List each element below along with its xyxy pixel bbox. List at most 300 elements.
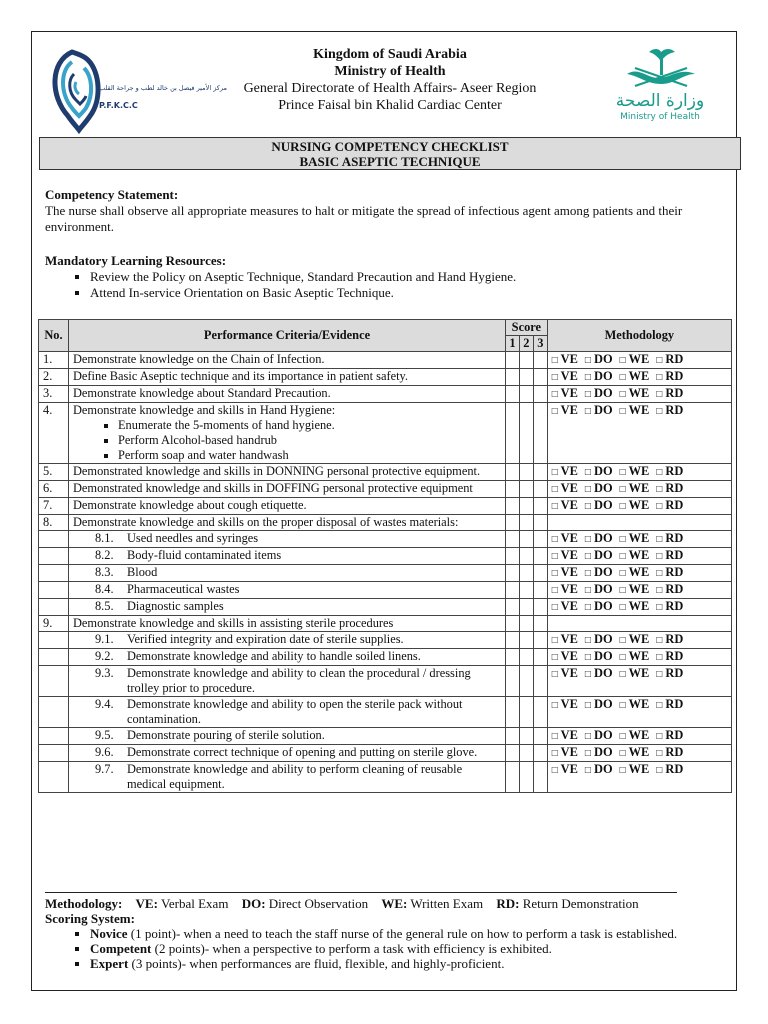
method-label: WE [628, 728, 650, 742]
score-cell-3[interactable] [533, 481, 547, 498]
method-option-ve[interactable] [552, 666, 578, 680]
checkbox-icon[interactable]: □ [584, 372, 591, 383]
method-label: DO [594, 599, 613, 613]
checkbox-icon[interactable]: □ [551, 484, 558, 495]
score-cell-2[interactable] [519, 649, 533, 666]
checkbox-icon[interactable]: □ [551, 748, 558, 759]
checkbox-icon[interactable]: □ [551, 602, 558, 613]
checkbox-icon[interactable]: □ [619, 652, 626, 663]
row-number: 2. [39, 369, 69, 386]
method-option-rd[interactable] [656, 728, 683, 742]
checkbox-icon[interactable]: □ [584, 484, 591, 495]
checkbox-icon[interactable]: □ [584, 355, 591, 366]
score-cell-1[interactable] [505, 762, 519, 793]
row-number-empty [39, 762, 69, 793]
checkbox-icon[interactable]: □ [619, 585, 626, 596]
ve-abbr: VE: [135, 896, 158, 911]
table-row [39, 632, 732, 649]
score-cell-3[interactable] [533, 762, 547, 793]
method-option-ve[interactable] [552, 369, 578, 383]
checkbox-icon[interactable]: □ [551, 652, 558, 663]
checkbox-icon[interactable]: □ [656, 731, 663, 742]
score-cell-3[interactable] [533, 649, 547, 666]
checkbox-icon[interactable]: □ [551, 765, 558, 776]
method-label: RD [665, 745, 684, 759]
method-option-ve[interactable] [552, 498, 578, 512]
sub-text: Demonstrate knowledge and ability to perform cleaning of reusable medical equipment. [126, 762, 463, 791]
checkbox-icon[interactable]: □ [619, 551, 626, 562]
method-option-ve[interactable] [552, 352, 578, 366]
method-option-rd[interactable] [656, 599, 683, 613]
score-cell-2[interactable] [519, 498, 533, 515]
method-option-rd[interactable] [656, 632, 683, 646]
method-option-ve[interactable] [552, 548, 578, 562]
checkbox-icon[interactable]: □ [619, 748, 626, 759]
checkbox-icon[interactable]: □ [584, 406, 591, 417]
checkbox-icon[interactable]: □ [619, 669, 626, 680]
score-cell-2[interactable] [519, 599, 533, 616]
table-row [39, 728, 732, 745]
method-option-rd[interactable] [656, 548, 683, 562]
table-row [39, 352, 732, 369]
method-option-do[interactable] [585, 632, 613, 646]
method-option-we[interactable] [620, 666, 650, 680]
checkbox-icon[interactable]: □ [584, 731, 591, 742]
method-label: VE [560, 369, 578, 383]
table-row [39, 565, 732, 582]
methodology-options [547, 531, 731, 548]
sub-text: Demonstrate correct technique of opening and putting on sterile glove. [126, 745, 478, 759]
checkbox-icon[interactable]: □ [584, 602, 591, 613]
score-cell-1[interactable] [505, 403, 519, 464]
method-option-rd[interactable] [656, 697, 683, 711]
checkbox-icon[interactable]: □ [656, 700, 663, 711]
method-label: VE [560, 548, 578, 562]
method-label: WE [628, 599, 650, 613]
method-option-we[interactable] [620, 582, 650, 596]
method-option-do[interactable] [585, 386, 613, 400]
checkbox-icon[interactable]: □ [656, 765, 663, 776]
table-row [39, 403, 732, 464]
checkbox-icon[interactable]: □ [551, 585, 558, 596]
checkbox-icon[interactable]: □ [584, 467, 591, 478]
methodology-options [547, 464, 731, 481]
row-criteria [68, 565, 505, 582]
score-cell-1[interactable] [505, 481, 519, 498]
checkbox-icon[interactable]: □ [656, 669, 663, 680]
method-option-we[interactable] [620, 403, 650, 417]
method-option-rd[interactable] [656, 745, 683, 759]
checkbox-icon[interactable]: □ [656, 467, 663, 478]
score-cell-1[interactable] [505, 352, 519, 369]
score-cell-1[interactable] [505, 548, 519, 565]
sub-text: Verified integrity and expiration date of sterile supplies. [126, 632, 404, 646]
sub-number: 8.4. [94, 582, 114, 596]
row-number: 4. [39, 403, 69, 464]
sub-text: Blood [126, 565, 158, 579]
method-option-we[interactable] [620, 464, 650, 478]
checkbox-icon[interactable]: □ [619, 372, 626, 383]
method-option-ve[interactable] [552, 632, 578, 646]
method-option-rd[interactable] [656, 498, 683, 512]
score-cell-2[interactable] [519, 616, 533, 632]
method-label: RD [665, 352, 684, 366]
method-option-we[interactable] [620, 649, 650, 663]
sub-text: Demonstrate knowledge and ability to clean the procedural / dressing trolley prior to procedure. [126, 666, 471, 695]
list-item: ▪ Perform Alcohol-based handrub [118, 433, 501, 448]
score-cell-3[interactable] [533, 386, 547, 403]
method-option-we[interactable] [620, 481, 650, 495]
checkbox-icon[interactable]: □ [551, 700, 558, 711]
score-cell-3[interactable] [533, 616, 547, 632]
checkbox-icon[interactable]: □ [656, 602, 663, 613]
checkbox-icon[interactable]: □ [656, 355, 663, 366]
score-cell-1[interactable] [505, 616, 519, 632]
method-option-do[interactable] [585, 697, 613, 711]
method-label: WE [628, 369, 650, 383]
method-option-do[interactable] [585, 762, 613, 776]
method-option-rd[interactable] [656, 481, 683, 495]
methodology-options [547, 649, 731, 666]
method-option-we[interactable] [620, 745, 650, 759]
score-cell-2[interactable] [519, 582, 533, 599]
score-cell-2[interactable] [519, 565, 533, 582]
rd-text: Return Demonstration [522, 896, 639, 911]
checkbox-icon[interactable]: □ [551, 467, 558, 478]
score-cell-1[interactable] [505, 515, 519, 531]
checkbox-icon[interactable]: □ [584, 389, 591, 400]
method-option-rd[interactable] [656, 565, 683, 579]
checkbox-icon[interactable]: □ [619, 389, 626, 400]
method-option-rd[interactable] [656, 531, 683, 545]
method-option-ve[interactable] [552, 599, 578, 613]
score-cell-3[interactable] [533, 498, 547, 515]
score-cell-3[interactable] [533, 403, 547, 464]
score-cell-3[interactable] [533, 464, 547, 481]
method-option-we[interactable] [620, 498, 650, 512]
method-label: VE [560, 632, 578, 646]
method-option-we[interactable] [620, 632, 650, 646]
method-option-rd[interactable] [656, 666, 683, 680]
row-number-empty [39, 531, 69, 548]
method-option-ve[interactable] [552, 403, 578, 417]
checkbox-icon[interactable]: □ [656, 652, 663, 663]
method-option-rd[interactable] [656, 762, 683, 776]
method-option-we[interactable] [620, 762, 650, 776]
footer [45, 896, 735, 971]
method-label: DO [594, 762, 613, 776]
score-cell-3[interactable] [533, 352, 547, 369]
table-row [39, 762, 732, 793]
table-row [39, 599, 732, 616]
method-label: RD [665, 632, 684, 646]
method-option-ve[interactable] [552, 582, 578, 596]
checkbox-icon[interactable]: □ [656, 748, 663, 759]
score-cell-3[interactable] [533, 666, 547, 697]
method-option-ve[interactable] [552, 386, 578, 400]
checklist-table [38, 319, 732, 793]
checkbox-icon[interactable]: □ [551, 551, 558, 562]
method-option-we[interactable] [620, 369, 650, 383]
sub-number: 8.2. [94, 548, 114, 562]
method-label: DO [594, 632, 613, 646]
score-cell-1[interactable] [505, 369, 519, 386]
checkbox-icon[interactable]: □ [551, 534, 558, 545]
checkbox-icon[interactable]: □ [619, 635, 626, 646]
checkbox-icon[interactable]: □ [619, 602, 626, 613]
score-cell-2[interactable] [519, 697, 533, 728]
sub-number: 9.6. [94, 745, 114, 759]
score-cell-2[interactable] [519, 386, 533, 403]
scoring-item [90, 956, 735, 971]
method-option-do[interactable] [585, 498, 613, 512]
score-cell-2[interactable] [519, 745, 533, 762]
row-number-empty [39, 632, 69, 649]
score-cell-2[interactable] [519, 728, 533, 745]
row-number: 7. [39, 498, 69, 515]
header-line-directorate: General Directorate of Health Affairs- Aseer Region [243, 81, 537, 96]
methodology-options [547, 498, 731, 515]
checkbox-icon[interactable]: □ [551, 635, 558, 646]
method-option-do[interactable] [585, 666, 613, 680]
method-label: WE [628, 582, 650, 596]
method-option-ve[interactable] [552, 481, 578, 495]
method-option-ve[interactable] [552, 649, 578, 663]
method-label: RD [665, 666, 684, 680]
score-cell-2[interactable] [519, 464, 533, 481]
method-option-we[interactable] [620, 352, 650, 366]
table-row [39, 548, 732, 565]
table-row [39, 369, 732, 386]
method-label: RD [665, 565, 684, 579]
score-cell-3[interactable] [533, 548, 547, 565]
checkbox-icon[interactable]: □ [656, 635, 663, 646]
checkbox-icon[interactable]: □ [584, 568, 591, 579]
score-cell-1[interactable] [505, 565, 519, 582]
method-option-do[interactable] [585, 649, 613, 663]
method-option-do[interactable] [585, 599, 613, 613]
checkbox-icon[interactable]: □ [551, 372, 558, 383]
scoring-item [90, 926, 735, 941]
checkbox-icon[interactable]: □ [584, 635, 591, 646]
score-cell-1[interactable] [505, 697, 519, 728]
score-cell-2[interactable] [519, 762, 533, 793]
score-cell-3[interactable] [533, 565, 547, 582]
checkbox-icon[interactable]: □ [619, 534, 626, 545]
score-cell-3[interactable] [533, 745, 547, 762]
table-row [39, 649, 732, 666]
checkbox-icon[interactable]: □ [656, 484, 663, 495]
method-option-ve[interactable] [552, 531, 578, 545]
score-cell-2[interactable] [519, 515, 533, 531]
row-number: 8. [39, 515, 69, 531]
checkbox-icon[interactable]: □ [584, 585, 591, 596]
row-number: 9. [39, 616, 69, 632]
method-option-ve[interactable] [552, 464, 578, 478]
method-label: RD [665, 728, 684, 742]
hand-hygiene-list [73, 418, 501, 463]
checkbox-icon[interactable]: □ [619, 568, 626, 579]
checkbox-icon[interactable]: □ [656, 568, 663, 579]
score-cell-1[interactable] [505, 582, 519, 599]
checkbox-icon[interactable]: □ [584, 551, 591, 562]
method-option-we[interactable] [620, 728, 650, 742]
row-criteria [68, 548, 505, 565]
checkbox-icon[interactable]: □ [619, 501, 626, 512]
method-option-ve[interactable] [552, 565, 578, 579]
checkbox-icon[interactable]: □ [619, 765, 626, 776]
score-cell-1[interactable] [505, 632, 519, 649]
score-cell-1[interactable] [505, 728, 519, 745]
methodology-options [547, 582, 731, 599]
score-cell-3[interactable] [533, 531, 547, 548]
score-cell-2[interactable] [519, 548, 533, 565]
table-row [39, 697, 732, 728]
checkbox-icon[interactable]: □ [656, 551, 663, 562]
method-label: VE [560, 599, 578, 613]
score-cell-1[interactable] [505, 745, 519, 762]
header-score-3: 3 [533, 336, 547, 352]
method-option-ve[interactable] [552, 762, 578, 776]
moh-logo [605, 44, 715, 126]
method-option-rd[interactable] [656, 352, 683, 366]
score-cell-3[interactable] [533, 582, 547, 599]
methodology-options [547, 745, 731, 762]
method-option-we[interactable] [620, 565, 650, 579]
checkbox-icon[interactable]: □ [584, 765, 591, 776]
method-option-do[interactable] [585, 464, 613, 478]
header-block [200, 46, 580, 114]
row-number-empty [39, 745, 69, 762]
score-cell-2[interactable] [519, 403, 533, 464]
method-option-do[interactable] [585, 548, 613, 562]
checkbox-icon[interactable]: □ [619, 355, 626, 366]
method-label: VE [560, 403, 578, 417]
method-option-do[interactable] [585, 403, 613, 417]
method-option-rd[interactable] [656, 369, 683, 383]
method-label: VE [560, 565, 578, 579]
checkbox-icon[interactable]: □ [551, 501, 558, 512]
checkbox-icon[interactable]: □ [551, 389, 558, 400]
checkbox-icon[interactable]: □ [584, 534, 591, 545]
checkbox-icon[interactable]: □ [619, 406, 626, 417]
score-cell-1[interactable] [505, 531, 519, 548]
checkbox-icon[interactable]: □ [656, 585, 663, 596]
method-label: VE [560, 745, 578, 759]
method-option-do[interactable] [585, 565, 613, 579]
method-option-rd[interactable] [656, 649, 683, 663]
score-cell-2[interactable] [519, 481, 533, 498]
checkbox-icon[interactable]: □ [656, 389, 663, 400]
method-option-rd[interactable] [656, 386, 683, 400]
score-cell-2[interactable] [519, 531, 533, 548]
score-cell-2[interactable] [519, 632, 533, 649]
method-option-we[interactable] [620, 531, 650, 545]
score-cell-3[interactable] [533, 599, 547, 616]
level-desc: - when a need to teach the staff nurse of the general rule on how to perform a task is established. [175, 926, 678, 941]
table-row [39, 582, 732, 599]
method-label: DO [594, 481, 613, 495]
row-number-empty [39, 728, 69, 745]
checkbox-icon[interactable]: □ [584, 652, 591, 663]
row-number-empty [39, 599, 69, 616]
checkbox-icon[interactable]: □ [656, 406, 663, 417]
score-cell-3[interactable] [533, 697, 547, 728]
score-cell-1[interactable] [505, 599, 519, 616]
method-option-do[interactable] [585, 531, 613, 545]
score-cell-1[interactable] [505, 649, 519, 666]
checkbox-icon[interactable]: □ [619, 700, 626, 711]
checkbox-icon[interactable]: □ [551, 406, 558, 417]
method-option-do[interactable] [585, 728, 613, 742]
score-cell-2[interactable] [519, 352, 533, 369]
method-option-ve[interactable] [552, 745, 578, 759]
method-option-ve[interactable] [552, 728, 578, 742]
method-label: WE [628, 565, 650, 579]
method-option-rd[interactable] [656, 464, 683, 478]
score-cell-1[interactable] [505, 386, 519, 403]
method-option-do[interactable] [585, 481, 613, 495]
checkbox-icon[interactable]: □ [551, 568, 558, 579]
method-label: VE [560, 531, 578, 545]
score-cell-1[interactable] [505, 666, 519, 697]
row-criteria: Demonstrate knowledge and skills on the proper disposal of wastes materials: [68, 515, 505, 531]
method-option-do[interactable] [585, 582, 613, 596]
checkbox-icon[interactable]: □ [551, 355, 558, 366]
checkbox-icon[interactable]: □ [619, 484, 626, 495]
score-cell-1[interactable] [505, 464, 519, 481]
checkbox-icon[interactable]: □ [584, 501, 591, 512]
score-cell-3[interactable] [533, 632, 547, 649]
checkbox-icon[interactable]: □ [551, 731, 558, 742]
method-option-we[interactable] [620, 386, 650, 400]
score-cell-3[interactable] [533, 369, 547, 386]
score-cell-2[interactable] [519, 666, 533, 697]
method-option-do[interactable] [585, 369, 613, 383]
checkbox-icon[interactable]: □ [584, 700, 591, 711]
score-cell-1[interactable] [505, 498, 519, 515]
checkbox-icon[interactable]: □ [656, 501, 663, 512]
method-label: RD [665, 386, 684, 400]
checkbox-icon[interactable]: □ [584, 669, 591, 680]
row-number: 5. [39, 464, 69, 481]
score-cell-2[interactable] [519, 369, 533, 386]
method-option-ve[interactable] [552, 697, 578, 711]
method-label: DO [594, 464, 613, 478]
method-option-we[interactable] [620, 548, 650, 562]
score-cell-3[interactable] [533, 728, 547, 745]
method-label: RD [665, 481, 684, 495]
method-option-do[interactable] [585, 352, 613, 366]
method-label: DO [594, 745, 613, 759]
logo-left-abbr: P.F.K.C.C [99, 101, 138, 110]
method-option-rd[interactable] [656, 582, 683, 596]
sub-number: 9.4. [94, 697, 114, 711]
method-option-we[interactable] [620, 697, 650, 711]
checkbox-icon[interactable]: □ [551, 669, 558, 680]
method-label: VE [560, 481, 578, 495]
checkbox-icon[interactable]: □ [656, 534, 663, 545]
score-cell-3[interactable] [533, 515, 547, 531]
row-number: 1. [39, 352, 69, 369]
method-option-do[interactable] [585, 745, 613, 759]
checkbox-icon[interactable]: □ [619, 467, 626, 478]
method-option-rd[interactable] [656, 403, 683, 417]
method-option-we[interactable] [620, 599, 650, 613]
checkbox-icon[interactable]: □ [584, 748, 591, 759]
checkbox-icon[interactable]: □ [656, 372, 663, 383]
checkbox-icon[interactable]: □ [619, 731, 626, 742]
